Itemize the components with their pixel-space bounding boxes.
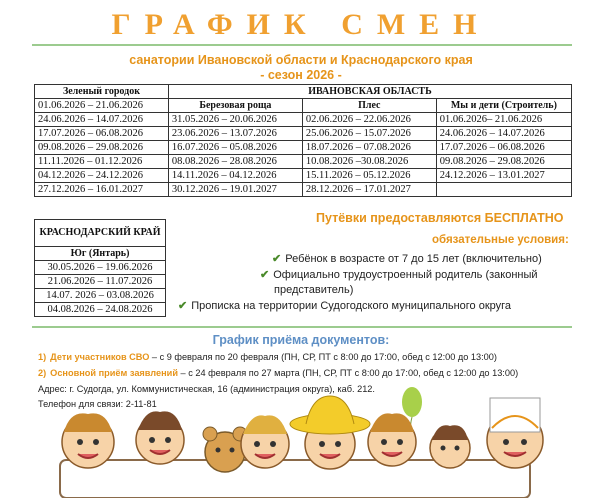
table-row bbox=[35, 155, 572, 169]
cell: 14.07. 2026 – 03.08.2026 bbox=[35, 289, 166, 303]
child-face-icon bbox=[241, 415, 289, 468]
cell: 30.12.2026 – 19.01.2027 bbox=[168, 183, 302, 197]
cell: 30.05.2026 – 19.06.2026 bbox=[35, 261, 166, 275]
cell: 15.11.2026 – 05.12.2026 bbox=[302, 169, 436, 183]
child-drawing-icon bbox=[487, 398, 543, 468]
divider bbox=[32, 44, 572, 46]
checkmark-icon: ✔ bbox=[272, 253, 282, 265]
child-face-icon bbox=[368, 413, 416, 466]
condition-item: ✔ Ребёнок в возрасте от 7 до 15 лет (включительно) bbox=[272, 253, 542, 265]
divider bbox=[32, 326, 572, 328]
cell: 28.12.2026 – 17.01.2027 bbox=[302, 183, 436, 197]
cell: 01.06.2026– 21.06.2026 bbox=[436, 113, 571, 127]
cell: 17.07.2026 – 06.08.2026 bbox=[35, 127, 169, 141]
page-title: ГРАФИК СМЕН bbox=[111, 8, 491, 41]
cell: 04.12.2026 – 24.12.2026 bbox=[35, 169, 169, 183]
krasnodar-subheader: Юг (Янтарь) bbox=[35, 247, 166, 261]
free-note: Путёвки предоставляются БЕСПЛАТНО bbox=[316, 211, 564, 225]
schedule-title: График приёма документов: bbox=[212, 333, 390, 347]
checkmark-icon: ✔ bbox=[260, 269, 270, 281]
group-header-ivanovo: ИВАНОВСКАЯ ОБЛАСТЬ bbox=[168, 85, 571, 99]
col-header-zeleny: Зеленый городок bbox=[35, 85, 169, 99]
cell: 31.05.2026 – 20.06.2026 bbox=[168, 113, 302, 127]
cell: 08.08.2026 – 28.08.2026 bbox=[168, 155, 302, 169]
cell: 16.07.2026 – 05.08.2026 bbox=[168, 141, 302, 155]
krasnodar-header: КРАСНОДАРСКИЙ КРАЙ bbox=[35, 220, 166, 247]
children-illustration bbox=[0, 372, 602, 498]
cell: 21.06.2026 – 11.07.2026 bbox=[35, 275, 166, 289]
ivanovo-schedule-table bbox=[34, 84, 572, 197]
subtitle-line1: санатории Ивановской области и Краснодарского края bbox=[129, 53, 473, 67]
cell: 17.07.2026 – 06.08.2026 bbox=[436, 141, 571, 155]
checkmark-icon: ✔ bbox=[178, 300, 188, 312]
cell: 14.11.2026 – 04.12.2026 bbox=[168, 169, 302, 183]
bear-icon bbox=[203, 427, 247, 472]
table-row bbox=[35, 169, 572, 183]
krasnodar-schedule-table bbox=[34, 219, 166, 317]
condition-item-continued: представитель) bbox=[274, 284, 354, 296]
child-with-hat-icon bbox=[290, 396, 370, 469]
table-row bbox=[35, 183, 572, 197]
schedule-item: 1) Дети участников СВО – с 9 февраля по 20 февраля (ПН, СР, ПТ с 8:00 до 17:00, обед с 12:00 до 13:00) bbox=[38, 352, 497, 362]
child-face-icon bbox=[62, 413, 114, 468]
cell: 02.06.2026 – 22.06.2026 bbox=[302, 113, 436, 127]
schedule-item: 2) Основной приём заявлений – с 24 февраля по 27 марта (ПН, СР, ПТ с 8:00 до 17:00, обед с 12:00 до 13:00) bbox=[38, 368, 519, 378]
cell: 23.06.2026 – 13.07.2026 bbox=[168, 127, 302, 141]
condition-item: ✔ Прописка на территории Судогодского муниципального округа bbox=[178, 300, 512, 312]
col-header-berezovaya: Березовая роща bbox=[168, 99, 302, 113]
table-row bbox=[35, 261, 166, 275]
subtitle-line2: - сезон 2026 - bbox=[260, 68, 342, 82]
cell: 27.12.2026 – 16.01.2027 bbox=[35, 183, 169, 197]
col-header-ples: Плес bbox=[302, 99, 436, 113]
cell: 01.06.2026 – 21.06.2026 bbox=[35, 99, 169, 113]
table-row bbox=[35, 303, 166, 317]
cell: 11.11.2026 – 01.12.2026 bbox=[35, 155, 169, 169]
table-row bbox=[35, 141, 572, 155]
address: Адрес: г. Судогда, ул. Коммунистическая, 16 (администрация округа), каб. 212. bbox=[38, 384, 375, 394]
condition-item: ✔ Официально трудоустроенный родитель (законный bbox=[260, 269, 538, 281]
cell: 24.06.2026 – 14.07.2026 bbox=[436, 127, 571, 141]
table-row bbox=[35, 113, 572, 127]
cell: 09.08.2026 – 29.08.2026 bbox=[35, 141, 169, 155]
cell: 24.06.2026 – 14.07.2026 bbox=[35, 113, 169, 127]
child-face-icon bbox=[430, 425, 470, 468]
cell: 18.07.2026 – 07.08.2026 bbox=[302, 141, 436, 155]
child-face-icon bbox=[136, 411, 184, 464]
table-row bbox=[35, 289, 166, 303]
table-row bbox=[35, 127, 572, 141]
cell bbox=[436, 183, 571, 197]
table-row bbox=[35, 275, 166, 289]
cell: 10.08.2026 –30.08.2026 bbox=[302, 155, 436, 169]
cell: 24.12.2026 – 13.01.2027 bbox=[436, 169, 571, 183]
conditions-title: обязательные условия: bbox=[432, 234, 569, 246]
cell: 04.08.2026 – 24.08.2026 bbox=[35, 303, 166, 317]
free-highlight: БЕСПЛАТНО bbox=[484, 211, 564, 225]
col-header-my-i-deti: Мы и дети (Строитель) bbox=[436, 99, 571, 113]
phone: Телефон для связи: 2-11-81 bbox=[38, 399, 157, 409]
cell: 25.06.2026 – 15.07.2026 bbox=[302, 127, 436, 141]
cell: 09.08.2026 – 29.08.2026 bbox=[436, 155, 571, 169]
